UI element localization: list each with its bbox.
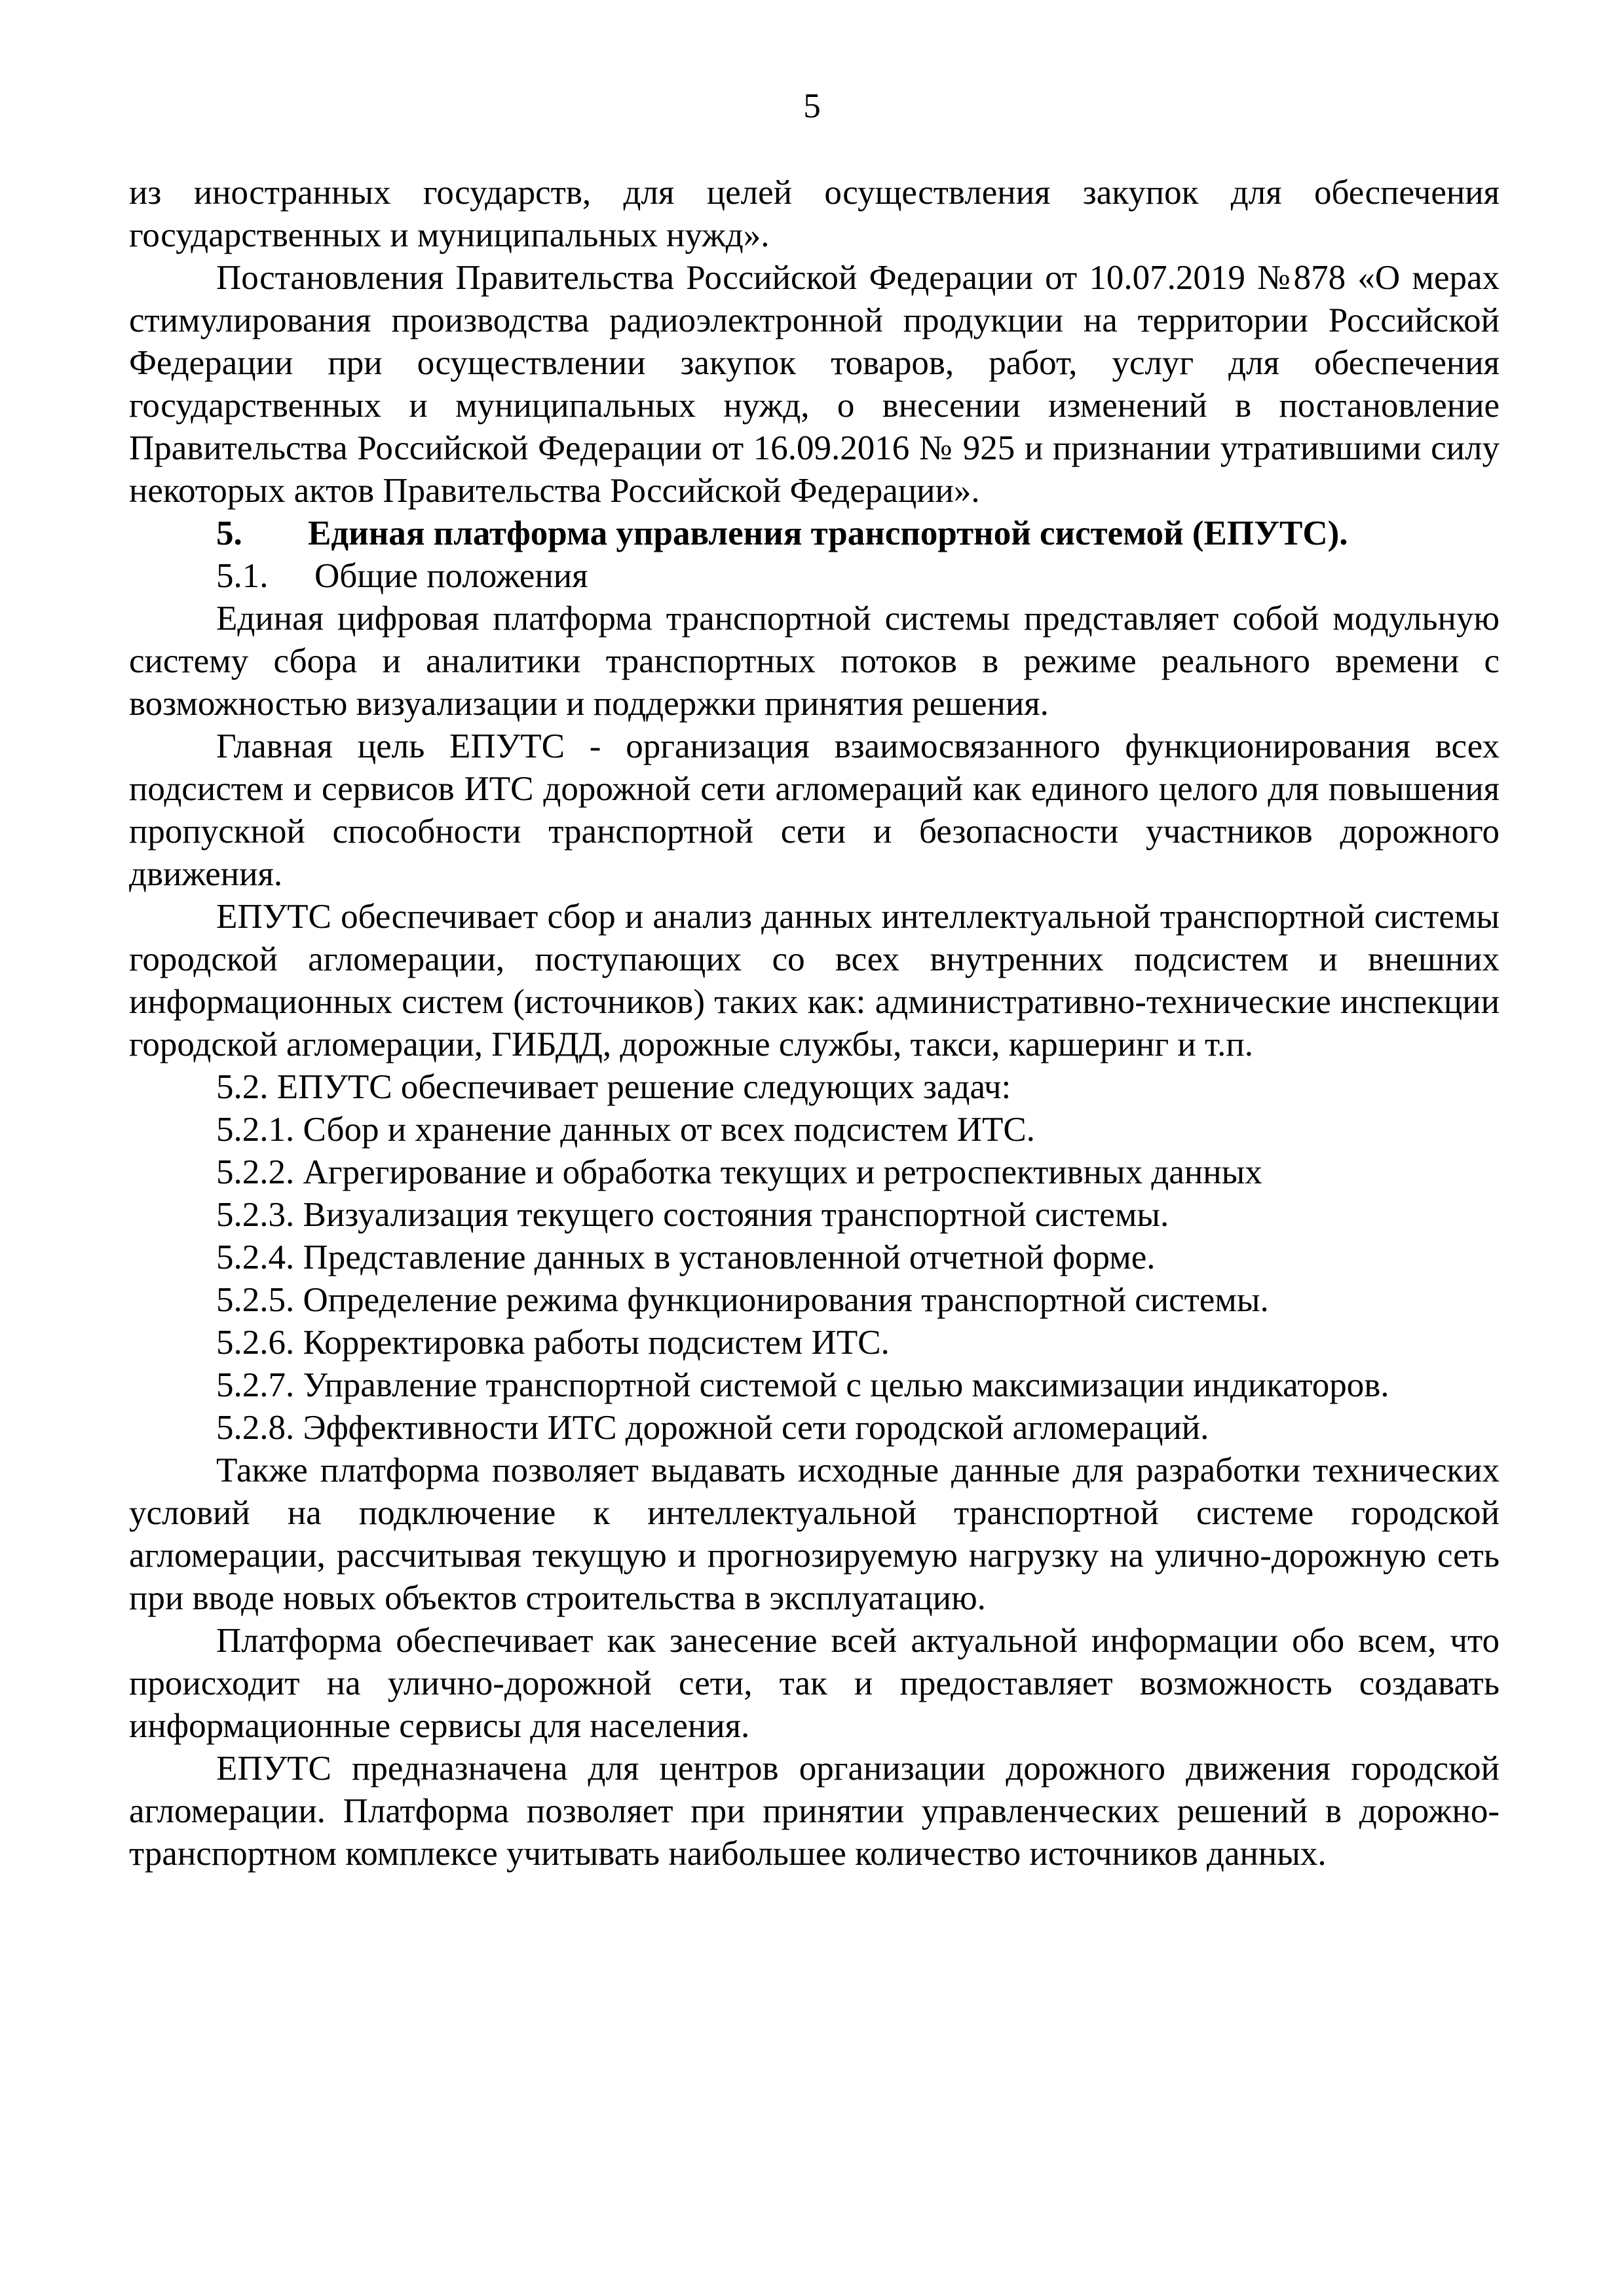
subsection-number: 5.1. xyxy=(216,557,269,595)
section-number: 5. xyxy=(216,514,242,552)
paragraph-information-services: Платформа обеспечивает как занесение всей актуальной информации обо всем, что происходит на улично-дорожной сети, так и предоставляет возможность создавать информационные сервисы для населения. xyxy=(129,1622,1500,1745)
paragraph-main-goal: Главная цель ЕПУТС - организация взаимосвязанного функционирования всех подсистем и сервисов ИТС дорожной сети агломераций как единого целого для повышения пропускной способности транспортной сети и безопасности участников дорожного движения. xyxy=(129,727,1500,893)
section-title: Единая платформа управления транспортной системой (ЕПУТС). xyxy=(308,514,1348,552)
document-body xyxy=(129,172,1500,1875)
task-item: 5.2.1. Сбор и хранение данных от всех подсистем ИТС. xyxy=(216,1111,1035,1149)
paragraph-decree-878: Постановления Правительства Российской Федерации от 10.07.2019 №878 «О мерах стимулирования производства радиоэлектронной продукции на территории Российской Федерации при осуществлении закупок товаров, работ, услуг для обеспечения государственных и муниципальных нужд, о внесении изменений в постановление Правительства Российской Федерации от 16.09.2016 № 925 и признании утратившими силу некоторых актов Правительства Российской Федерации». xyxy=(129,259,1500,510)
paragraph-platform-description: Единая цифровая платформа транспортной системы представляет собой модульную систему сбора и аналитики транспортных потоков в режиме реального времени с возможностью визуализации и поддержки принятия решения. xyxy=(129,600,1500,723)
page-number: 5 xyxy=(803,87,821,125)
section-heading xyxy=(129,512,1500,555)
paragraph-data-sources: ЕПУТС обеспечивает сбор и анализ данных интеллектуальной транспортной системы городской агломерации, поступающих со всех внутренних подсистем и внешних информационных систем (источников) таких как: административно-технические инспекции городской агломерации, ГИБДД, дорожные службы, такси, каршеринг и т.п. xyxy=(129,898,1500,1063)
task-item: 5.2.3. Визуализация текущего состояния транспортной системы. xyxy=(216,1196,1169,1234)
task-item: 5.2.6. Корректировка работы подсистем ИТС. xyxy=(216,1324,890,1362)
task-item: 5.2.2. Агрегирование и обработка текущих и ретроспективных данных xyxy=(216,1153,1262,1191)
subsection-title: Общие положения xyxy=(314,557,588,595)
task-item: 5.2.5. Определение режима функционирования транспортной системы. xyxy=(216,1281,1269,1319)
task-item: 5.2.8. Эффективности ИТС дорожной сети городской агломераций. xyxy=(216,1409,1209,1447)
paragraph-purpose: ЕПУТС предназначена для центров организации дорожного движения городской агломерации. Платформа позволяет при принятии управленческих решений в дорожно-транспортном комплексе учитывать наибольшее количество источников данных. xyxy=(129,1750,1500,1873)
paragraph-tasks-intro: 5.2. ЕПУТС обеспечивает решение следующих задач: xyxy=(216,1068,1011,1106)
task-item: 5.2.7. Управление транспортной системой с целью максимизации индикаторов. xyxy=(216,1366,1389,1404)
paragraph-continuation: из иностранных государств, для целей осуществления закупок для обеспечения государственных и муниципальных нужд». xyxy=(129,174,1500,254)
subsection-heading xyxy=(129,555,1500,598)
task-item: 5.2.4. Представление данных в установленной отчетной форме. xyxy=(216,1238,1156,1276)
paragraph-technical-conditions: Также платформа позволяет выдавать исходные данные для разработки технических условий на подключение к интеллектуальной транспортной системе городской агломерации, рассчитывая текущую и прогнозируемую нагрузку на улично-дорожную сеть при вводе новых объектов строительства в эксплуатацию. xyxy=(129,1451,1500,1617)
